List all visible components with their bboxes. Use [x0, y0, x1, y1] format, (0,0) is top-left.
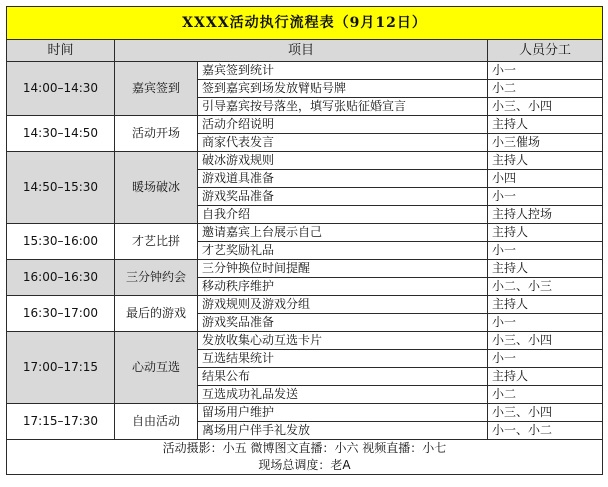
- task-cell: 才艺奖励礼品: [198, 242, 488, 260]
- staff-cell: 小二: [488, 80, 603, 98]
- staff-cell: 主持人控场: [488, 206, 603, 224]
- staff-cell: 主持人: [488, 296, 603, 314]
- time-cell: 17:15–17:30: [7, 404, 115, 440]
- task-cell: 破冰游戏规则: [198, 152, 488, 170]
- schedule-table: [6, 6, 603, 475]
- staff-cell: 小一: [488, 242, 603, 260]
- staff-cell: 小三、小四: [488, 332, 603, 350]
- task-cell: 离场用户伴手礼发放: [198, 422, 488, 440]
- table-row: [7, 116, 603, 134]
- table-row: [7, 260, 603, 278]
- staff-cell: 小一: [488, 350, 603, 368]
- task-cell: 嘉宾签到统计: [198, 62, 488, 80]
- table-row: [7, 332, 603, 350]
- section-cell: 才艺比拼: [115, 224, 198, 260]
- table-row: [7, 62, 603, 80]
- staff-cell: 小一: [488, 62, 603, 80]
- task-cell: 商家代表发言: [198, 134, 488, 152]
- time-cell: 14:30–14:50: [7, 116, 115, 152]
- table-row: [7, 296, 603, 314]
- time-cell: 14:50–15:30: [7, 152, 115, 224]
- task-cell: 互选结果统计: [198, 350, 488, 368]
- table-row: [7, 404, 603, 422]
- staff-cell: 主持人: [488, 116, 603, 134]
- task-cell: 活动介绍说明: [198, 116, 488, 134]
- staff-cell: 小三、小四: [488, 98, 603, 116]
- time-cell: 14:00–14:30: [7, 62, 115, 116]
- title-row: [7, 7, 603, 40]
- time-cell: 17:00–17:15: [7, 332, 115, 404]
- header-row: [7, 40, 603, 62]
- time-cell: 15:30–16:00: [7, 224, 115, 260]
- task-cell: 引导嘉宾按号落坐，填写张贴征婚宣言: [198, 98, 488, 116]
- task-cell: 游戏规则及游戏分组: [198, 296, 488, 314]
- section-cell: 自由活动: [115, 404, 198, 440]
- task-cell: 发放收集心动互选卡片: [198, 332, 488, 350]
- staff-cell: 小三催场: [488, 134, 603, 152]
- section-cell: 最后的游戏: [115, 296, 198, 332]
- footer-row: [7, 440, 603, 458]
- task-cell: 留场用户维护: [198, 404, 488, 422]
- section-cell: 暖场破冰: [115, 152, 198, 224]
- staff-cell: 小三、小四: [488, 404, 603, 422]
- task-cell: 签到嘉宾到场发放臂贴号牌: [198, 80, 488, 98]
- staff-cell: 小一、小二: [488, 422, 603, 440]
- task-cell: 游戏奖品准备: [198, 188, 488, 206]
- time-cell: 16:30–17:00: [7, 296, 115, 332]
- task-cell: 互选成功礼品发送: [198, 386, 488, 404]
- section-cell: 活动开场: [115, 116, 198, 152]
- staff-cell: 小一: [488, 314, 603, 332]
- table-row: [7, 152, 603, 170]
- table-title: XXXX活动执行流程表（9月12日）: [7, 7, 603, 40]
- footer-row: [7, 457, 603, 475]
- task-cell: 结果公布: [198, 368, 488, 386]
- task-cell: 游戏道具准备: [198, 170, 488, 188]
- section-cell: 心动互选: [115, 332, 198, 404]
- task-cell: 自我介绍: [198, 206, 488, 224]
- header-time: 时间: [7, 40, 115, 62]
- footer-staff-line: 活动摄影：小五 微博图文直播：小六 视频直播：小七: [7, 440, 603, 458]
- staff-cell: 小四: [488, 170, 603, 188]
- section-cell: 嘉宾签到: [115, 62, 198, 116]
- staff-cell: 主持人: [488, 368, 603, 386]
- task-cell: 三分钟换位时间提醒: [198, 260, 488, 278]
- time-cell: 16:00–16:30: [7, 260, 115, 296]
- staff-cell: 小一: [488, 188, 603, 206]
- task-cell: 邀请嘉宾上台展示自己: [198, 224, 488, 242]
- section-cell: 三分钟约会: [115, 260, 198, 296]
- staff-cell: 主持人: [488, 152, 603, 170]
- task-cell: 游戏奖品准备: [198, 314, 488, 332]
- staff-cell: 小二、小三: [488, 278, 603, 296]
- table-row: [7, 224, 603, 242]
- staff-cell: 小二: [488, 386, 603, 404]
- header-item: 项目: [115, 40, 488, 62]
- staff-cell: 主持人: [488, 260, 603, 278]
- staff-cell: 主持人: [488, 224, 603, 242]
- task-cell: 移动秩序维护: [198, 278, 488, 296]
- footer-dispatch-line: 现场总调度：老A: [7, 457, 603, 475]
- schedule-sheet: [6, 6, 602, 475]
- header-staff: 人员分工: [488, 40, 603, 62]
